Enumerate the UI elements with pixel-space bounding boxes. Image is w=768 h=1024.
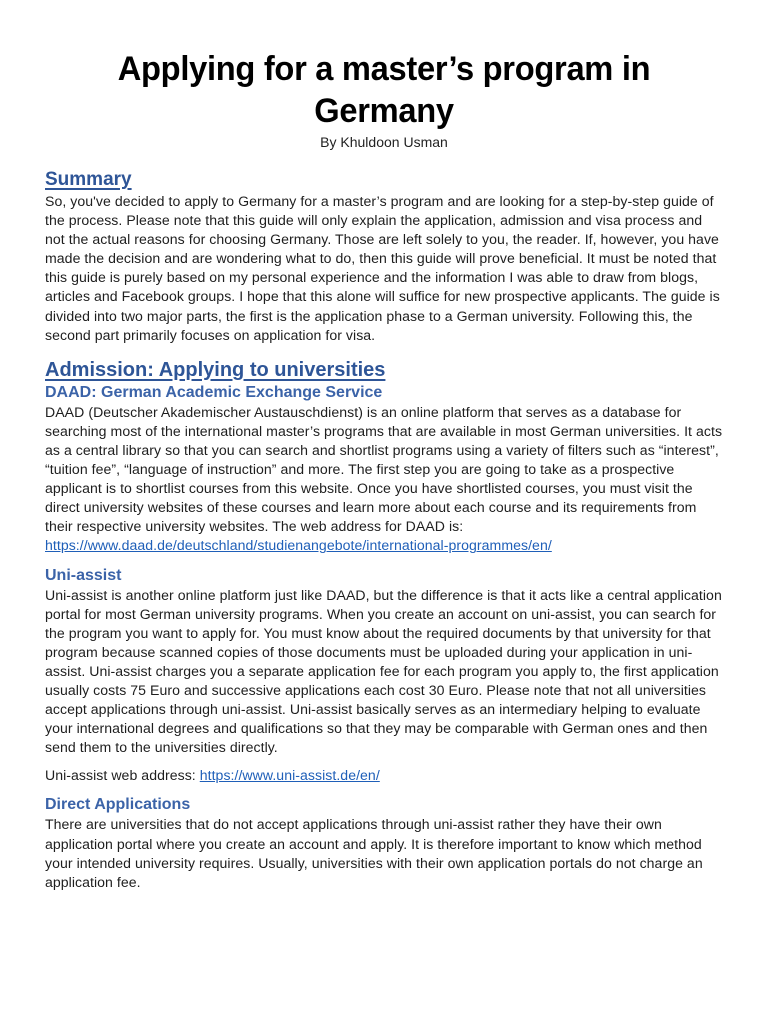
document-title — [59, 0, 710, 132]
summary-heading: Summary — [45, 169, 132, 190]
direct-applications-subsection — [45, 795, 723, 891]
uni-assist-heading: Uni-assist — [45, 566, 122, 584]
daad-link[interactable]: https://www.daad.de/deutschland/studienangebote/international-programmes/en/ — [45, 537, 552, 554]
uni-assist-subsection — [45, 566, 723, 786]
uni-assist-link[interactable]: https://www.uni-assist.de/en/ — [199, 767, 380, 784]
direct-applications-heading: Direct Applications — [45, 796, 191, 814]
author-byline: By Khuldoon Usman — [320, 134, 448, 150]
uni-assist-web-label: Uni-assist web address: — [45, 767, 200, 784]
title-line-2: Germany — [314, 92, 454, 130]
admission-heading: Admission: Applying to universities — [45, 358, 386, 381]
title-line-1: Applying for a master’s program in — [117, 50, 651, 88]
daad-body-text: DAAD (Deutscher Akademischer Austauschdienst) is an online platform that serves as a database for searching most of the international master’s programs that are available in most German universities. It acts as a central library so that you can search and shortlist programs using a variety of filters such as “interest”, “tuition fee”, “language of instruction” and more. The first step you are going to take as a prospective applicant is to shortlist courses from this website. Once you have shortlisted courses, you must visit the direct university websites of these courses and learn more about each course and its requirements from their respective university websites. The web address for DAAD is: — [45, 403, 723, 535]
uni-assist-web-address — [45, 766, 723, 785]
summary-paragraph: So, you've decided to apply to Germany for a master’s program and are looking for a step-by-step guide of the process. Please note that this guide will only explain the application, admission and visa process and not the actual reasons for choosing Germany. Those are left solely to you, the reader. If, however, you have made the decision and are wondering what to do, then this guide will prove beneficial. It must be noted that this guide is purely based on my personal experience and the information I was able to draw from blogs, articles and Facebook groups. I hope that this alone will suffice for new prospective applicants. The guide is divided into two major parts, the first is the application phase to a German university. Following this, the second part primarily focuses on application for visa. — [45, 193, 720, 343]
daad-subsection — [45, 383, 723, 556]
summary-section — [45, 168, 723, 345]
admission-section — [45, 358, 723, 892]
uni-assist-paragraph: Uni-assist is another online platform just like DAAD, but the difference is that it acts like a central application portal for most German university programs. When you create an account on uni-assist, you can search for the program you want to apply for. You must know about the required documents by that university for that program because scanned copies of those documents must be uploaded during your application in uni-assist. Uni-assist charges you a separate application fee for each program you apply to, the first application usually costs 75 Euro and successive applications each cost 30 Euro. Please note that not all universities accept applications through uni-assist. Uni-assist basically serves as an intermediary helping to evaluate your international degrees and qualifications so that they may be comparable with German ones and then send them to the universities directly. — [45, 586, 722, 756]
direct-applications-paragraph: There are universities that do not accept applications through uni-assist rather they have their own application portal where you create an account and apply. It is therefore important to know which method your intended university requires. Usually, universities with their own application portals do not charge an application fee. — [45, 816, 703, 890]
daad-heading: DAAD: German Academic Exchange Service — [45, 383, 383, 401]
daad-paragraph — [45, 403, 723, 556]
